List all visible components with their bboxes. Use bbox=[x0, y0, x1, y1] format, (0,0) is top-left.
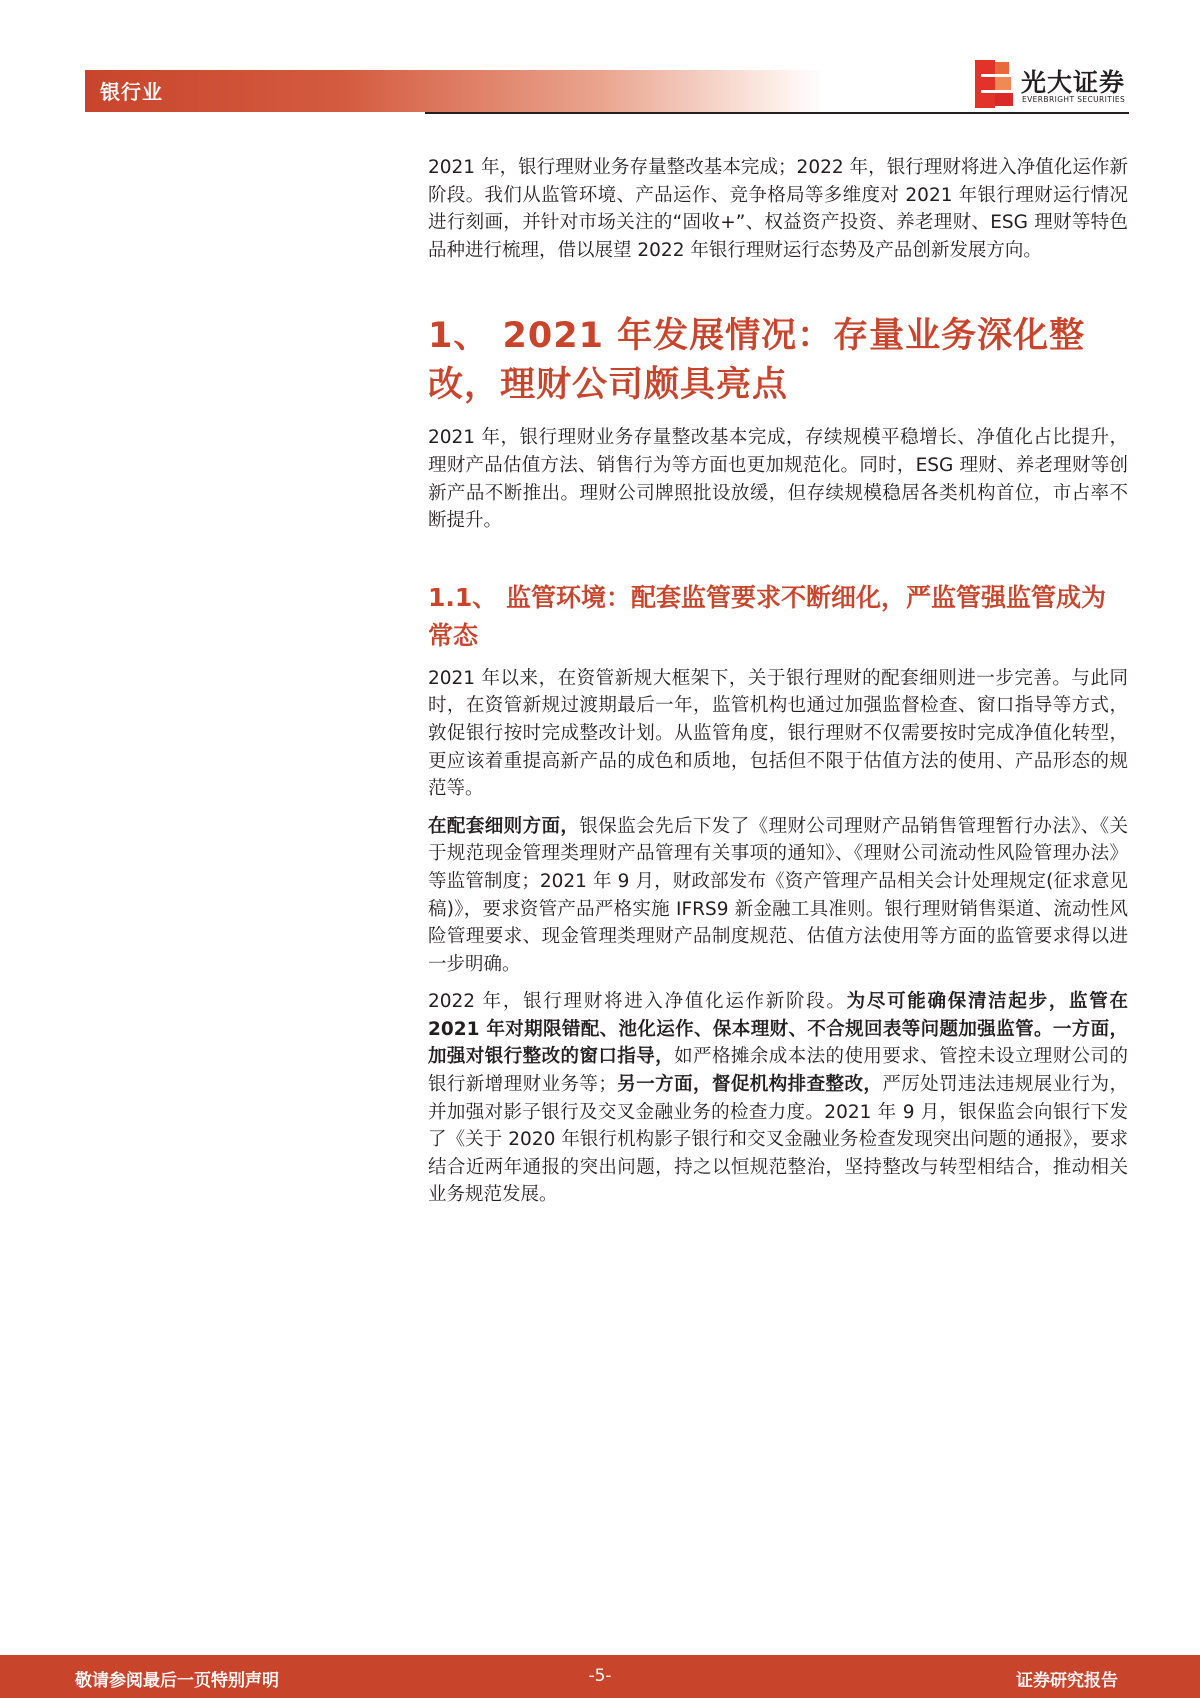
header-band bbox=[85, 70, 825, 112]
para2-bold-lead: 在配套细则方面， bbox=[428, 815, 580, 837]
footer-report-type: 证券研究报告 bbox=[1016, 1671, 1118, 1691]
para3-body-2: 严厉处罚违法违规展业行为，并加强对影子银行及交叉金融业务的检查力度。2021 年 9 月，银保监会向银行下发了《关于 2020 年银行机构影子银行和交叉金融业务检查发现突出问题的通报》，要求结合近两年通报的突出问题，持之以恒规范整治，坚持整改与转型相结合，推动相关业务规范发展。 bbox=[428, 1074, 1128, 1206]
logo-chinese-name: 光大证券 bbox=[1021, 68, 1126, 97]
page-number: -5- bbox=[588, 1666, 612, 1686]
logo-english-name: EVERBRIGHT SECURITIES bbox=[1022, 95, 1126, 104]
section-1-paragraph: 2021 年，银行理财业务存量整改基本完成，存续规模平稳增长、净值化占比提升，理财产品估值方法、销售行为等方面也更加规范化。同时，ESG 理财、养老理财等创新产品不断推出。理财公司牌照批设放缓，但存续规模稳居各类机构首位，市占率不断提升。 bbox=[428, 427, 1128, 532]
header-rule bbox=[425, 112, 1129, 114]
footer-disclaimer: 敬请参阅最后一页特别声明 bbox=[75, 1671, 279, 1691]
para3-lead: 2022 年，银行理财将进入净值化运作新阶段。 bbox=[428, 991, 847, 1013]
logo bbox=[973, 60, 1133, 110]
main-content bbox=[428, 154, 1128, 1219]
section-1-heading: 1、 2021 年发展情况：存量业务深化整改，理财公司颇具亮点 bbox=[428, 316, 1086, 406]
section-1-1-heading: 1.1、 监管环境：配套监管要求不断细化，严监管强监管成为常态 bbox=[428, 582, 1106, 650]
section-1-1-paragraph-3 bbox=[428, 988, 1128, 1209]
para3-bold-2: 另一方面，督促机构排查整改， bbox=[616, 1074, 883, 1096]
section-1-1-paragraph-2 bbox=[428, 813, 1128, 979]
para3-bold-1: 为尽可能确保清洁起步，监管在 2021 年对期限错配、池化运作、保本理财、不合规回表等问题加强监管。一方面，加强对银行整改的窗口指导， bbox=[428, 991, 1128, 1068]
section-1-1-paragraph-1: 2021 年以来，在资管新规大框架下，关于银行理财的配套细则进一步完善。与此同时，在资管新规过渡期最后一年，监管机构也通过加强监督检查、窗口指导等方式，敦促银行按时完成整改计划。从监管角度，银行理财不仅需要按时完成净值化转型，更应该着重提高新产品的成色和质地，包括但不限于估值方法的使用、产品形态的规范等。 bbox=[428, 667, 1128, 800]
everbright-logo-icon bbox=[973, 60, 1015, 108]
para3-body-1: 如严格摊余成本法的使用要求、管控未设立理财公司的银行新增理财业务等； bbox=[428, 1046, 1128, 1096]
header-section-label: 银行业 bbox=[100, 80, 163, 104]
intro-paragraph: 2021 年，银行理财业务存量整改基本完成；2022 年，银行理财将进入净值化运作新阶段。我们从监管环境、产品运作、竞争格局等多维度对 2021 年银行理财运行情况进行刻画，并针对市场关注的“固收+”、权益资产投资、养老理财、ESG 理财等特色品种进行梳理，借以展望 2022 年银行理财运行态势及产品创新发展方向。 bbox=[428, 157, 1128, 261]
para2-body: 银保监会先后下发了《理财公司理财产品销售管理暂行办法》、《关于规范现金管理类理财产品管理有关事项的通知》、《理财公司流动性风险管理办法》等监管制度；2021 年 9 月，财政部发布《资产管理产品相关会计处理规定(征求意见稿)》，要求资管产品严格实施 IFRS9 新金融工具准则。银行理财销售渠道、流动性风险管理要求、现金管理类理财产品制度规范、估值方法使用等方面的监管要求得以进一步明确。 bbox=[428, 815, 1128, 975]
